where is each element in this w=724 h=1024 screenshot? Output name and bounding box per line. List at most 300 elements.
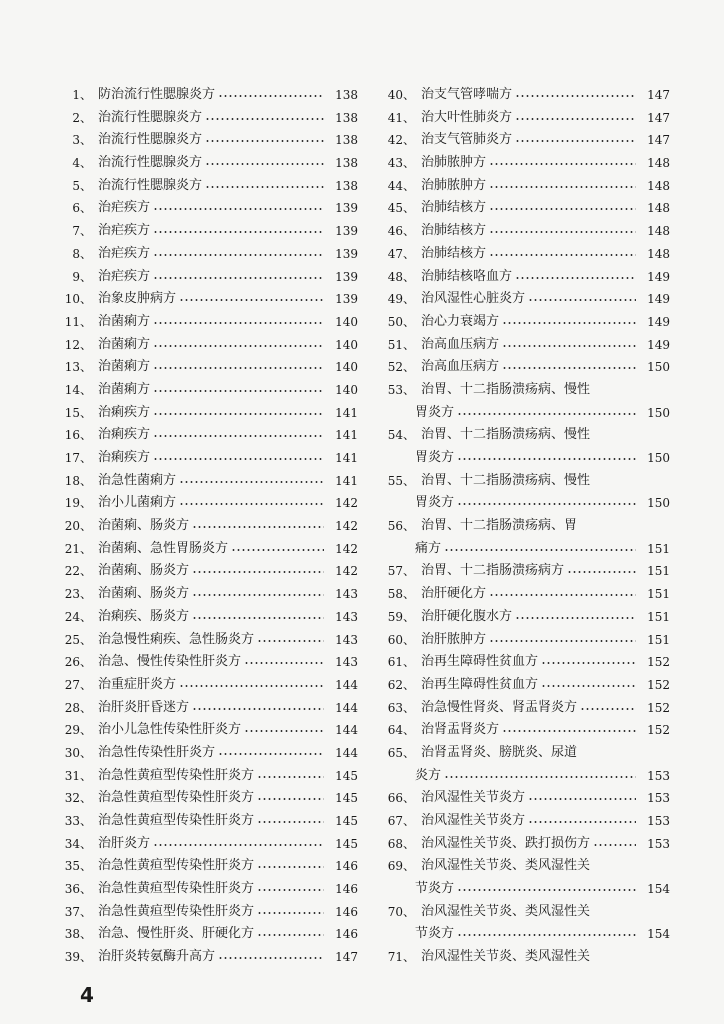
dot-leader <box>457 458 636 460</box>
dot-leader <box>457 413 636 415</box>
entry-title: 治小儿急性传染性肝炎方 <box>98 722 242 738</box>
entry-title: 治胃、十二指肠溃疡病、慢性 <box>421 427 591 443</box>
toc-entry <box>385 197 670 220</box>
entry-page: 146 <box>335 927 358 942</box>
toc-entry <box>62 923 358 946</box>
toc-entry <box>62 833 358 856</box>
entry-number: 37、 <box>64 904 92 919</box>
entry-title: 治菌痢方 <box>98 381 151 397</box>
dot-leader <box>580 708 636 710</box>
entry-page: 139 <box>335 224 358 239</box>
entry-title: 治肝硬化方 <box>421 586 487 602</box>
entry-number: 14、 <box>64 382 92 397</box>
dot-leader <box>153 254 324 256</box>
dot-leader <box>457 889 636 891</box>
entry-page: 143 <box>335 632 358 647</box>
dot-leader <box>192 526 324 528</box>
entry-title: 治痢疾、肠炎方 <box>98 608 190 624</box>
entry-title: 治支气管哮喘方 <box>421 87 513 102</box>
entry-title: 治小儿菌痢方 <box>98 495 177 511</box>
entry-title: 治心力衰竭方 <box>421 313 500 329</box>
toc-entry <box>62 855 358 878</box>
entry-title: 治肺结核咯血方 <box>421 268 513 284</box>
entry-title: 治风湿性关节炎方 <box>421 790 526 806</box>
entry-number: 38、 <box>64 927 92 942</box>
dot-leader <box>218 957 324 959</box>
entry-title: 治肝炎转氨酶升高方 <box>98 949 216 965</box>
entry-page: 149 <box>647 314 670 329</box>
entry-title: 治菌痢方 <box>98 336 151 352</box>
entry-title: 治急、慢性传染性肝炎方 <box>98 654 242 670</box>
entry-number: 65、 <box>387 745 415 760</box>
entry-title: 治风湿性关节炎方 <box>421 813 526 828</box>
entry-title: 治急慢性肾炎、肾盂肾炎方 <box>421 699 578 715</box>
toc-entry <box>62 84 358 107</box>
toc-entry <box>385 923 670 946</box>
toc-entry <box>385 765 670 788</box>
dot-leader <box>502 367 636 369</box>
toc-entry <box>385 515 670 538</box>
toc-entry <box>385 492 670 515</box>
entry-number: 40、 <box>387 88 415 102</box>
entry-page: 142 <box>335 519 358 534</box>
entry-number: 33、 <box>64 814 92 828</box>
entry-number: 23、 <box>64 587 92 602</box>
dot-leader <box>528 821 636 823</box>
entry-page: 152 <box>647 677 670 692</box>
dot-leader <box>205 140 324 142</box>
entry-number: 35、 <box>64 859 92 874</box>
toc-entry <box>62 220 358 243</box>
entry-title: 治肝炎肝昏迷方 <box>98 699 190 715</box>
entry-page: 138 <box>335 110 358 125</box>
toc-entry <box>385 175 670 198</box>
entry-title: 节炎方 <box>415 926 455 942</box>
toc-entry <box>385 810 670 833</box>
toc-entry <box>385 220 670 243</box>
entry-title: 治再生障碍性贫血方 <box>421 654 539 670</box>
toc-entry <box>385 424 670 447</box>
dot-leader <box>257 934 324 936</box>
dot-leader <box>489 594 636 596</box>
entry-number: 44、 <box>387 178 415 193</box>
entry-number: 1、 <box>72 88 92 102</box>
dot-leader <box>153 367 324 369</box>
toc-entry <box>385 379 670 402</box>
entry-page: 143 <box>335 587 358 602</box>
toc-entry <box>385 697 670 720</box>
toc-column-left <box>62 84 358 969</box>
entry-title: 治流行性腮腺炎方 <box>98 109 203 125</box>
entry-title: 治菌痢、肠炎方 <box>98 563 190 579</box>
dot-leader <box>257 866 324 868</box>
entry-page: 141 <box>335 405 358 420</box>
entry-number: 9、 <box>72 269 92 284</box>
dot-leader <box>515 617 636 619</box>
dot-leader <box>192 708 324 710</box>
entry-page: 140 <box>335 337 358 352</box>
entry-number: 55、 <box>387 473 415 488</box>
toc-entry <box>385 288 670 311</box>
entry-page: 153 <box>647 814 670 828</box>
entry-title: 胃炎方 <box>415 450 455 465</box>
entry-title: 治急、慢性肝炎、肝硬化方 <box>98 926 255 942</box>
entry-title: 治菌痢、肠炎方 <box>98 586 190 602</box>
entry-page: 139 <box>335 246 358 261</box>
dot-leader <box>179 685 324 687</box>
entry-page: 150 <box>647 405 670 420</box>
entry-page: 148 <box>647 201 670 216</box>
dot-leader <box>489 640 636 642</box>
entry-title: 治急慢性痢疾、急性肠炎方 <box>98 631 255 647</box>
toc-entry <box>62 742 358 765</box>
entry-number: 39、 <box>64 950 92 965</box>
dot-leader <box>502 322 636 324</box>
entry-page: 144 <box>335 745 358 760</box>
entry-number: 17、 <box>64 451 92 465</box>
entry-number: 30、 <box>64 745 92 760</box>
entry-title: 治急性黄疸型传染性肝炎方 <box>98 813 255 828</box>
dot-leader <box>515 118 636 120</box>
entry-page: 145 <box>335 836 358 851</box>
entry-page: 147 <box>647 88 670 102</box>
entry-page: 152 <box>647 723 670 738</box>
entry-title: 治流行性腮腺炎方 <box>98 132 203 148</box>
dot-leader <box>567 571 636 573</box>
entry-number: 41、 <box>387 110 415 125</box>
entry-number: 28、 <box>64 700 92 715</box>
toc-entry <box>62 901 358 924</box>
entry-title: 治肝炎方 <box>98 835 151 851</box>
dot-leader <box>502 730 636 732</box>
dot-leader <box>593 844 636 846</box>
toc-entry <box>385 107 670 130</box>
dot-leader <box>153 322 324 324</box>
entry-page: 146 <box>335 904 358 919</box>
entry-number: 22、 <box>64 564 92 579</box>
entry-title: 治肺结核方 <box>421 223 487 239</box>
dot-leader <box>179 481 324 483</box>
entry-number: 43、 <box>387 156 415 171</box>
entry-page: 145 <box>335 768 358 783</box>
entry-page: 148 <box>647 224 670 239</box>
entry-title: 治支气管肺炎方 <box>421 132 513 148</box>
entry-number: 68、 <box>387 836 415 851</box>
entry-title: 治风湿性关节炎、类风湿性关 <box>421 949 591 965</box>
entry-number: 12、 <box>64 337 92 352</box>
dot-leader <box>153 345 324 347</box>
entry-number: 49、 <box>387 292 415 307</box>
toc-entry <box>385 606 670 629</box>
entry-title: 治疟疾方 <box>98 200 151 216</box>
toc-entry <box>62 651 358 674</box>
entry-page: 142 <box>335 564 358 579</box>
entry-page: 151 <box>647 564 670 579</box>
entry-title: 胃炎方 <box>415 495 455 511</box>
toc-entry <box>62 266 358 289</box>
entry-page: 153 <box>647 836 670 851</box>
entry-page: 141 <box>335 473 358 488</box>
entry-page: 154 <box>647 882 670 897</box>
entry-page: 145 <box>335 814 358 828</box>
toc-entry <box>385 84 670 107</box>
toc-entry <box>385 583 670 606</box>
entry-page: 149 <box>647 269 670 284</box>
toc-entry <box>385 855 670 878</box>
toc-entry <box>62 583 358 606</box>
toc-entry <box>385 878 670 901</box>
entry-number: 70、 <box>387 904 415 919</box>
toc-entry <box>385 447 670 470</box>
entry-number: 59、 <box>387 609 415 624</box>
toc-entry <box>385 402 670 425</box>
entry-page: 151 <box>647 632 670 647</box>
entry-number: 6、 <box>72 201 92 216</box>
entry-title: 治肺结核方 <box>421 200 487 216</box>
entry-title: 治高血压病方 <box>421 336 500 352</box>
entry-title: 治风湿性关节炎、类风湿性关 <box>421 903 591 919</box>
entry-page: 141 <box>335 451 358 465</box>
entry-title: 节炎方 <box>415 881 455 897</box>
entry-page: 154 <box>647 927 670 942</box>
toc-entry <box>385 560 670 583</box>
dot-leader <box>205 163 324 165</box>
entry-page: 141 <box>335 428 358 443</box>
dot-leader <box>179 299 324 301</box>
toc-entry <box>62 447 358 470</box>
toc-entry <box>62 288 358 311</box>
entry-page: 150 <box>647 451 670 465</box>
entry-number: 36、 <box>64 882 92 897</box>
entry-number: 4、 <box>72 156 92 171</box>
entry-page: 143 <box>335 609 358 624</box>
entry-number: 27、 <box>64 677 92 692</box>
entry-title: 治菌痢、急性胃肠炎方 <box>98 540 229 556</box>
entry-page: 148 <box>647 246 670 261</box>
toc-entry <box>385 787 670 810</box>
toc-entry <box>62 787 358 810</box>
entry-page: 153 <box>647 791 670 806</box>
dot-leader <box>192 594 324 596</box>
entry-page: 149 <box>647 292 670 307</box>
entry-number: 58、 <box>387 587 415 602</box>
entry-number: 60、 <box>387 632 415 647</box>
entry-number: 47、 <box>387 246 415 261</box>
entry-number: 11、 <box>64 314 92 329</box>
entry-page: 146 <box>335 859 358 874</box>
entry-title: 治急性菌痢方 <box>98 472 177 488</box>
toc-entry <box>62 334 358 357</box>
entry-page: 138 <box>335 133 358 148</box>
toc-entry <box>62 606 358 629</box>
entry-title: 治肾盂肾炎、膀胱炎、尿道 <box>421 744 578 760</box>
entry-title: 治菌痢方 <box>98 313 151 329</box>
entry-title: 治风湿性关节炎、类风湿性关 <box>421 858 591 874</box>
entry-number: 57、 <box>387 564 415 579</box>
toc-entry <box>62 402 358 425</box>
dot-leader <box>153 208 324 210</box>
entry-page: 151 <box>647 587 670 602</box>
dot-leader <box>489 231 636 233</box>
entry-number: 69、 <box>387 859 415 874</box>
dot-leader <box>489 208 636 210</box>
entry-title: 治胃、十二指肠溃疡病、慢性 <box>421 472 591 488</box>
dot-leader <box>444 776 636 778</box>
dot-leader <box>192 571 324 573</box>
entry-title: 治象皮肿病方 <box>98 291 177 307</box>
entry-title: 治肺结核方 <box>421 245 487 261</box>
dot-leader <box>153 844 324 846</box>
entry-page: 147 <box>335 950 358 965</box>
dot-leader <box>502 345 636 347</box>
entry-number: 45、 <box>387 201 415 216</box>
entry-title: 治菌痢、肠炎方 <box>98 518 190 534</box>
entry-number: 48、 <box>387 269 415 284</box>
dot-leader <box>257 776 324 778</box>
entry-title: 治急性黄疸型传染性肝炎方 <box>98 767 255 783</box>
entry-page: 148 <box>647 178 670 193</box>
entry-page: 142 <box>335 496 358 511</box>
entry-number: 2、 <box>72 110 92 125</box>
entry-page: 140 <box>335 382 358 397</box>
toc-entry <box>62 629 358 652</box>
dot-leader <box>244 730 324 732</box>
entry-title: 治风湿性关节炎、跌打损伤方 <box>421 835 591 851</box>
entry-title: 治疟疾方 <box>98 223 151 239</box>
entry-page: 138 <box>335 156 358 171</box>
entry-title: 治肝硬化腹水方 <box>421 608 513 624</box>
toc-entry <box>62 492 358 515</box>
entry-title: 炎方 <box>415 767 442 783</box>
dot-leader <box>528 798 636 800</box>
entry-page: 144 <box>335 723 358 738</box>
dot-leader <box>541 662 636 664</box>
toc-entry <box>62 765 358 788</box>
toc-entry <box>62 152 358 175</box>
toc-entry <box>385 651 670 674</box>
entry-number: 67、 <box>387 814 415 828</box>
entry-page: 148 <box>647 156 670 171</box>
entry-page: 139 <box>335 292 358 307</box>
toc-entry <box>385 311 670 334</box>
entry-number: 21、 <box>64 541 92 556</box>
toc-entry <box>385 243 670 266</box>
entry-number: 63、 <box>387 700 415 715</box>
entry-page: 139 <box>335 201 358 216</box>
entry-title: 痛方 <box>415 540 442 556</box>
toc-entry <box>385 152 670 175</box>
entry-number: 16、 <box>64 428 92 443</box>
dot-leader <box>489 186 636 188</box>
toc-entry <box>385 742 670 765</box>
entry-number: 3、 <box>72 133 92 148</box>
dot-leader <box>515 140 636 142</box>
dot-leader <box>205 186 324 188</box>
entry-page: 139 <box>335 269 358 284</box>
toc-entry <box>62 719 358 742</box>
entry-title: 治流行性腮腺炎方 <box>98 177 203 193</box>
entry-page: 138 <box>335 88 358 102</box>
entry-title: 治肝脓肿方 <box>421 631 487 647</box>
toc-entry <box>385 129 670 152</box>
toc-entry <box>385 946 670 969</box>
entry-number: 24、 <box>64 609 92 624</box>
entry-page: 151 <box>647 541 670 556</box>
entry-number: 7、 <box>72 224 92 239</box>
entry-page: 147 <box>647 110 670 125</box>
entry-page: 144 <box>335 677 358 692</box>
toc-entry <box>385 470 670 493</box>
entry-number: 51、 <box>387 337 415 352</box>
entry-number: 25、 <box>64 632 92 647</box>
entry-number: 56、 <box>387 519 415 534</box>
entry-number: 50、 <box>387 314 415 329</box>
toc-entry <box>385 719 670 742</box>
entry-number: 61、 <box>387 655 415 670</box>
entry-title: 治急性黄疸型传染性肝炎方 <box>98 881 255 897</box>
entry-number: 64、 <box>387 723 415 738</box>
entry-page: 153 <box>647 768 670 783</box>
dot-leader <box>153 390 324 392</box>
entry-title: 胃炎方 <box>415 404 455 420</box>
entry-page: 144 <box>335 700 358 715</box>
entry-title: 治高血压病方 <box>421 359 500 375</box>
entry-page: 145 <box>335 791 358 806</box>
entry-number: 32、 <box>64 791 92 806</box>
entry-page: 140 <box>335 360 358 375</box>
dot-leader <box>192 617 324 619</box>
entry-title: 治胃、十二指肠溃疡病、慢性 <box>421 381 591 397</box>
dot-leader <box>444 549 636 551</box>
entry-title: 治疟疾方 <box>98 245 151 261</box>
entry-title: 治肾盂肾炎方 <box>421 722 500 738</box>
toc-entry <box>62 424 358 447</box>
toc-entry <box>62 379 358 402</box>
entry-title: 治肺脓肿方 <box>421 155 487 171</box>
dot-leader <box>257 821 324 823</box>
entry-number: 20、 <box>64 519 92 534</box>
toc-entry <box>62 175 358 198</box>
entry-page: 142 <box>335 541 358 556</box>
entry-number: 66、 <box>387 791 415 806</box>
toc-entry <box>62 946 358 969</box>
toc-entry <box>385 356 670 379</box>
toc-entry <box>62 311 358 334</box>
dot-leader <box>205 118 324 120</box>
entry-page: 149 <box>647 337 670 352</box>
toc-entry <box>62 470 358 493</box>
dot-leader <box>515 277 636 279</box>
dot-leader <box>231 549 324 551</box>
toc-entry <box>62 515 358 538</box>
entry-page: 150 <box>647 360 670 375</box>
dot-leader <box>153 458 324 460</box>
entry-number: 26、 <box>64 655 92 670</box>
entry-page: 152 <box>647 700 670 715</box>
dot-leader <box>257 889 324 891</box>
toc-entry <box>385 629 670 652</box>
entry-number: 8、 <box>72 246 92 261</box>
entry-title: 治疟疾方 <box>98 268 151 284</box>
entry-title: 治流行性腮腺炎方 <box>98 155 203 171</box>
toc-entry <box>62 674 358 697</box>
entry-title: 治胃、十二指肠溃疡病方 <box>421 563 565 579</box>
entry-title: 治大叶性肺炎方 <box>421 109 513 125</box>
entry-page: 152 <box>647 655 670 670</box>
entry-title: 治菌痢方 <box>98 359 151 375</box>
dot-leader <box>489 254 636 256</box>
entry-number: 13、 <box>64 360 92 375</box>
